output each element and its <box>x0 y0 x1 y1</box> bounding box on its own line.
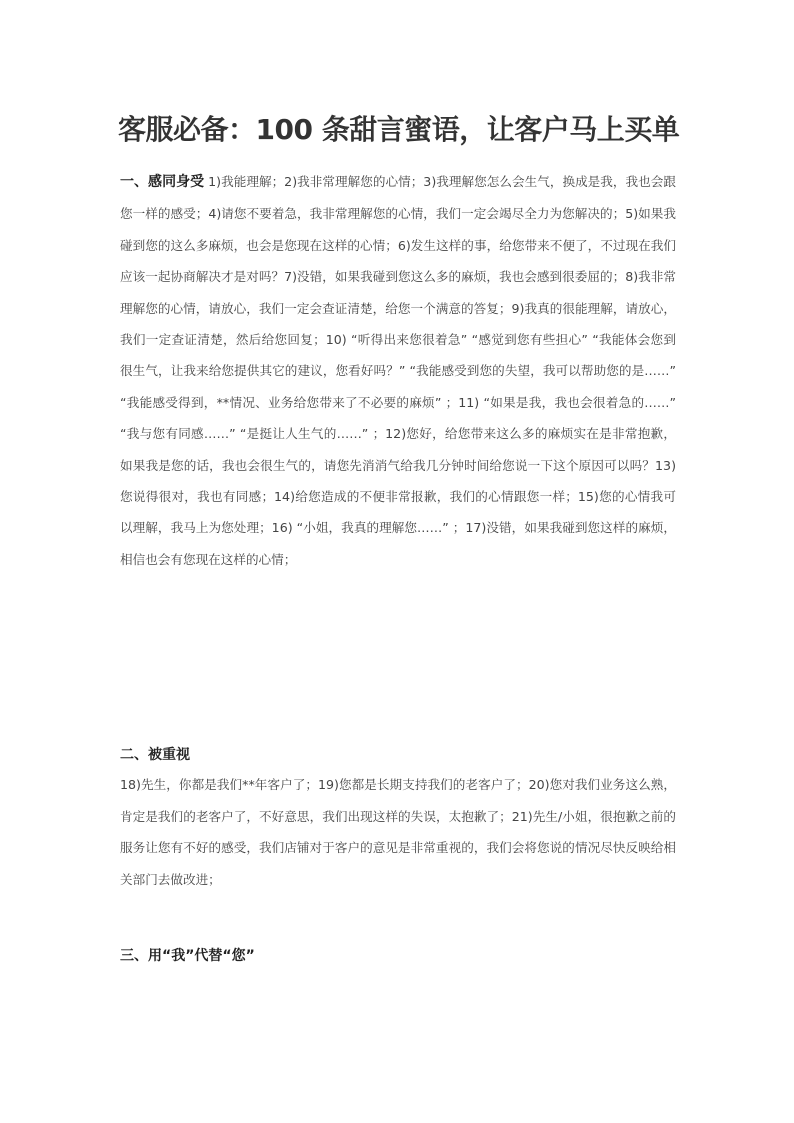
document-title: 客服必备：100 条甜言蜜语，让客户马上买单 <box>118 113 680 146</box>
section-valued <box>120 743 676 895</box>
section-heading: 一、感同身受 <box>120 174 205 190</box>
section-heading: 三、用“我”代替“您” <box>120 948 255 964</box>
section-body: 18)先生，你都是我们**年客户了；19)您都是长期支持我们的老客户了；20)您对我们业务这么熟，肯定是我们的老客户了，不好意思，我们出现这样的失误，太抱歉了；21)先生/小姐，很抱歉之前的服务让您有不好的感受，我们店铺对于客户的意见是非常重视的，我们会将您说的情况尽快反映给相关部门去做改进； <box>120 777 676 887</box>
section-use-i <box>120 944 676 968</box>
section-body <box>120 166 676 575</box>
section-text: 1)我能理解；2)我非常理解您的心情；3)我理解您怎么会生气，换成是我，我也会跟您一样的感受；4)请您不要着急，我非常理解您的心情，我们一定会竭尽全力为您解决的；5)如果我碰到您的这么多麻烦，也会是您现在这样的心情；6)发生这样的事，给您带来不便了，不过现在我们应该一起协商解决才是对吗？7)没错，如果我碰到您这么多的麻烦，我也会感到很委屈的；8)我非常理解您的心情，请放心，我们一定会查证清楚，给您一个满意的答复；9)我真的很能理解，请放心，我们一定查证清楚，然后给您回复；10) “听得出来您很着急” “感觉到您有些担心” “我能体会您到很生气，让我来给您提供其它的建议，您看好吗？” “我能感受到您的失望，我可以帮助您的是……” “我能感受得到，**情况、业务给您带来了不必要的麻烦” ；11) “如果是我，我也会很着急的……” “我与您有同感……” “是挺让人生气的……” ；12)您好，给您带来这么多的麻烦实在是非常抱歉，如果我是您的话，我也会很生气的，请您先消消气给我几分钟时间给您说一下这个原因可以吗？13)您说得很对，我也有同感；14)给您造成的不便非常报歉，我们的心情跟您一样；15)您的心情我可以理解，我马上为您处理；16) “小姐，我真的理解您……” ；17)没错，如果我碰到您这样的麻烦，相信也会有您现在这样的心情； <box>120 174 676 567</box>
section-heading: 二、被重视 <box>120 747 190 763</box>
section-empathy <box>120 166 676 575</box>
